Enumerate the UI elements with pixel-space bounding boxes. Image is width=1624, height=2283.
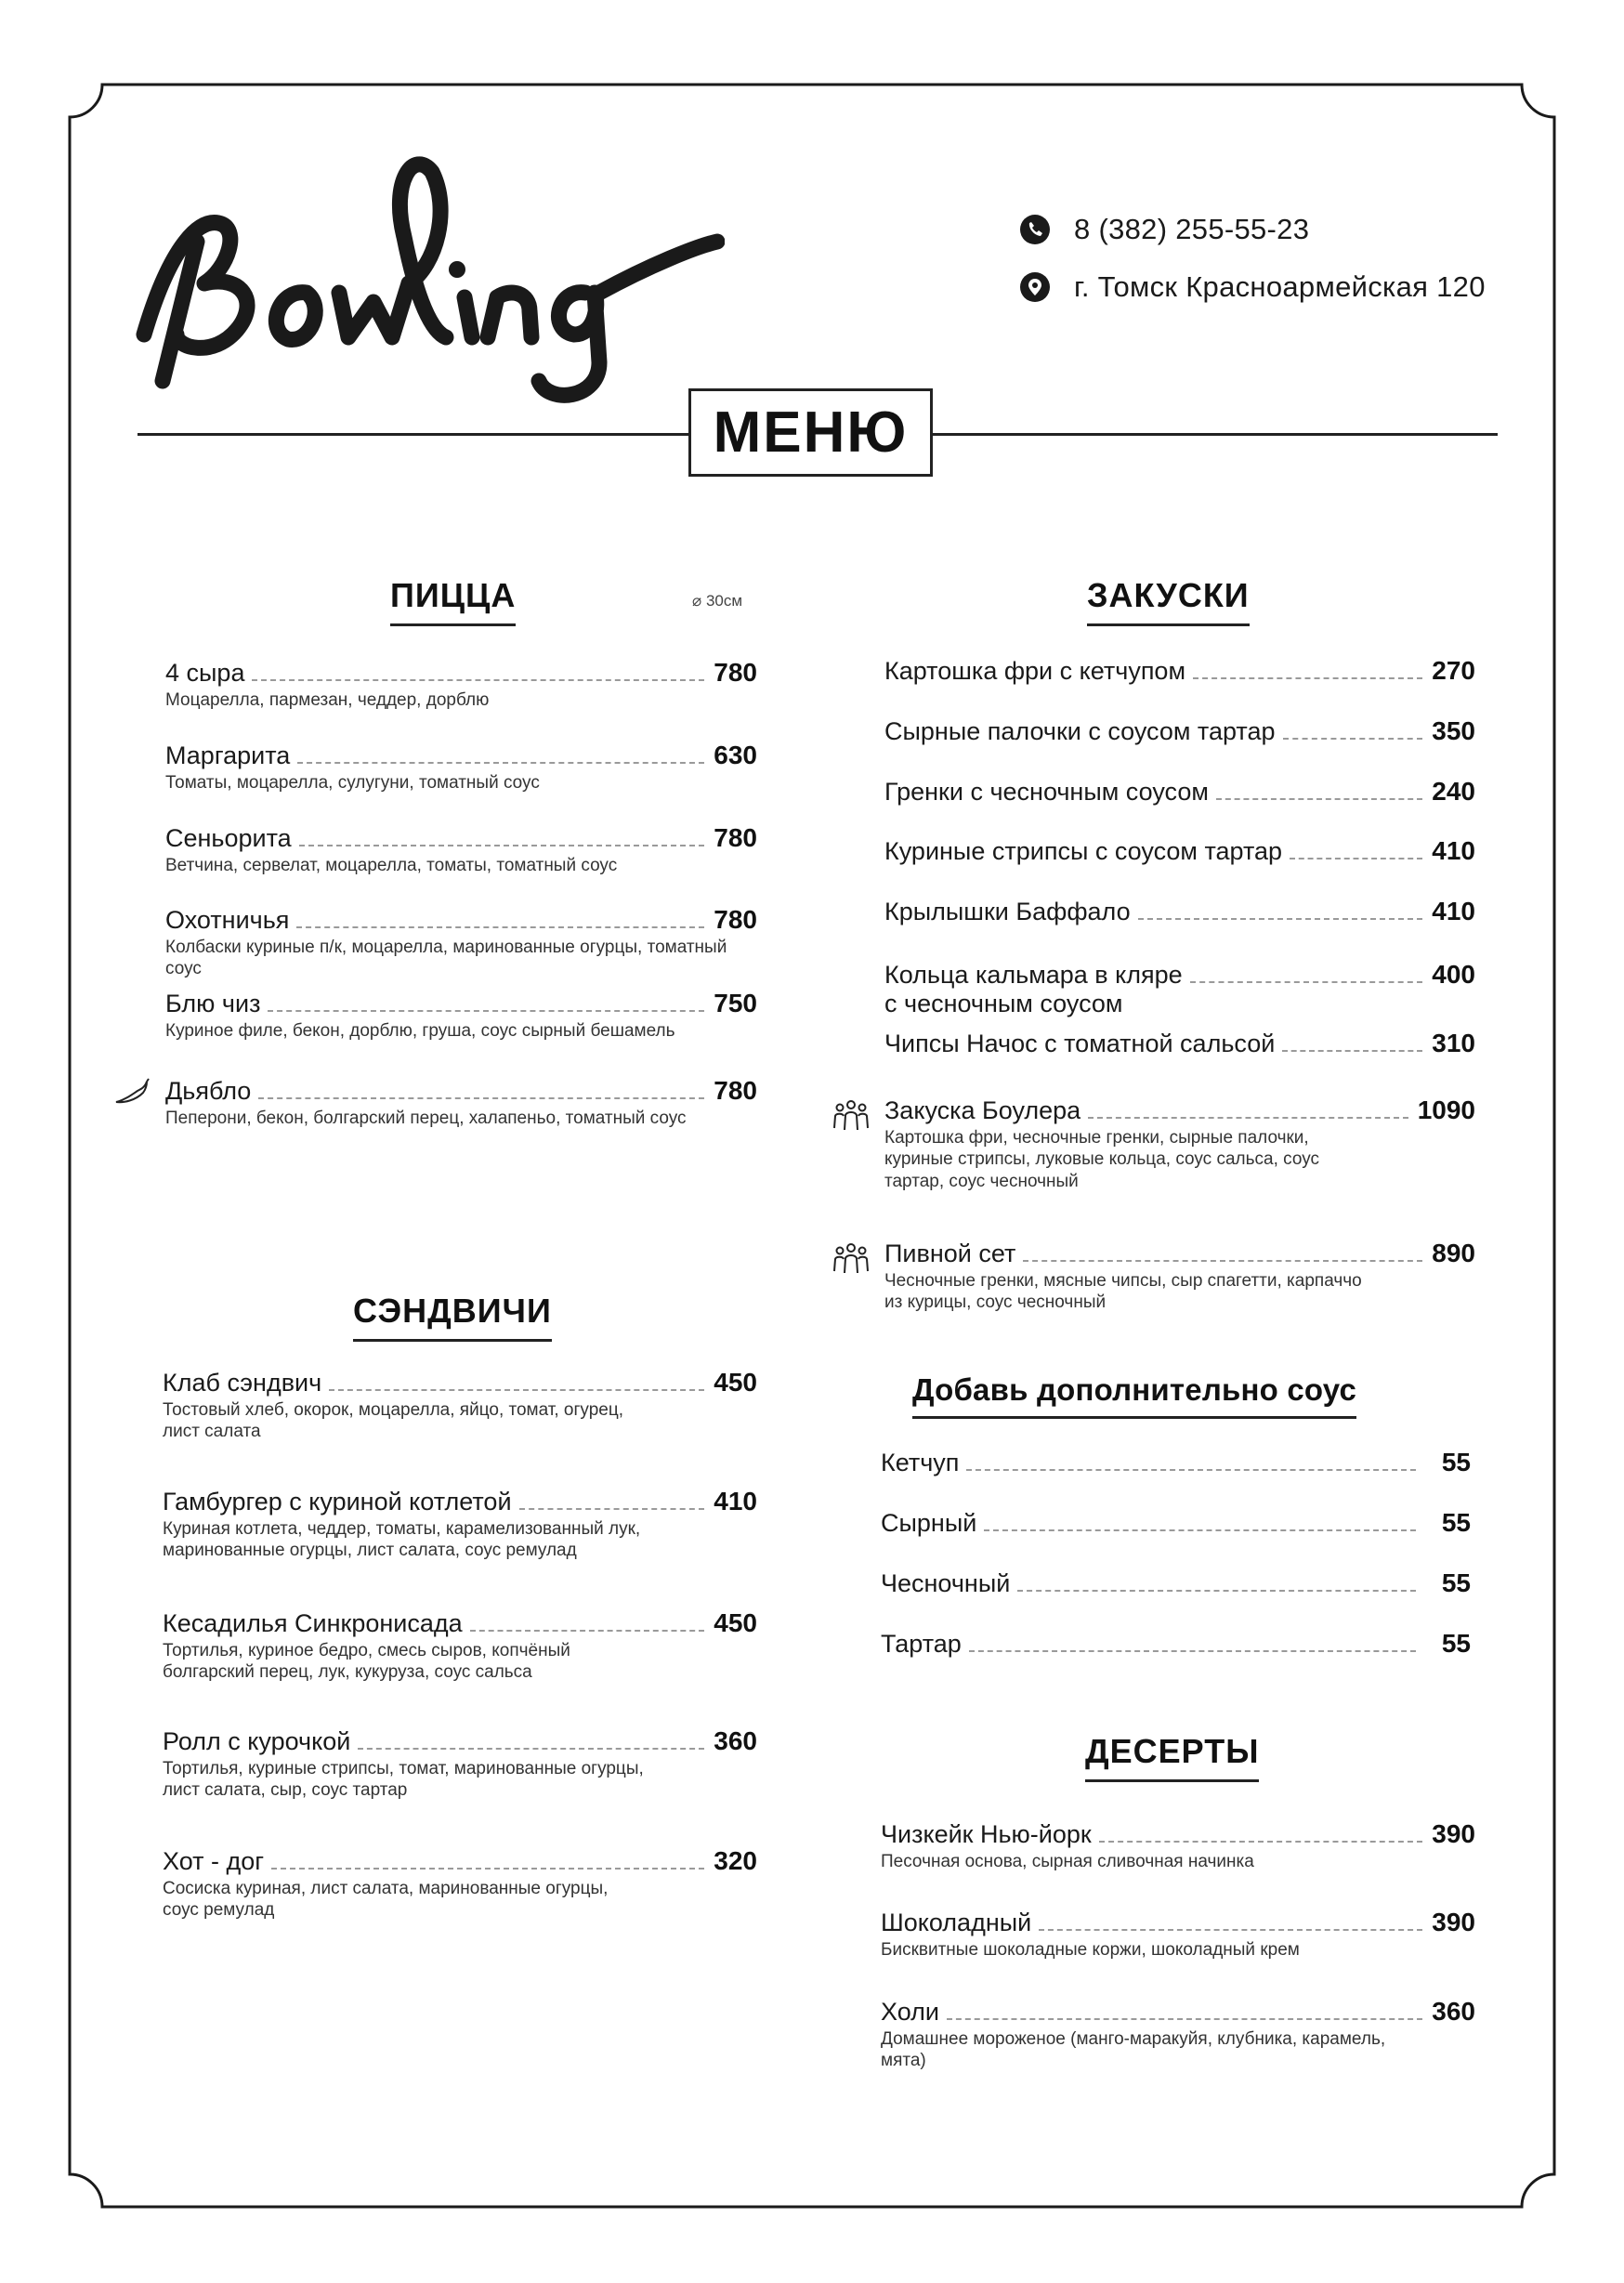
item-price: 390 bbox=[1432, 1819, 1475, 1848]
item-name: Кесадилья Синкронисада bbox=[163, 1609, 463, 1638]
snacks-section-title: ЗАКУСКИ bbox=[1087, 576, 1250, 626]
phone-row bbox=[1020, 214, 1486, 245]
item-name: 4 сыра bbox=[165, 659, 245, 688]
item-description: Картошка фри, чесночные гренки, сырные палочки, куриные стрипсы, луковые кольца, соус сальса, соус тартар, соус чесночный bbox=[884, 1128, 1319, 1191]
item-description: Томаты, моцарелла, сулугуни, томатный соус bbox=[165, 773, 540, 794]
item-name: Блю чиз bbox=[165, 990, 261, 1018]
dot-leader bbox=[947, 2018, 1422, 2020]
dot-leader bbox=[470, 1630, 705, 1632]
dot-leader bbox=[1088, 1117, 1408, 1119]
dot-leader bbox=[1190, 981, 1423, 983]
chili-pepper-icon bbox=[113, 1078, 151, 1106]
pizza-item-blue-cheese bbox=[165, 989, 757, 1042]
snack-item-calamari bbox=[884, 960, 1475, 1018]
item-name: Хот - дог bbox=[163, 1847, 265, 1876]
item-price: 1090 bbox=[1417, 1096, 1475, 1124]
dot-leader bbox=[519, 1508, 705, 1510]
item-price: 55 bbox=[1441, 1629, 1471, 1658]
item-name: Гренки с чесночным соусом bbox=[884, 778, 1209, 807]
item-price: 270 bbox=[1432, 656, 1475, 685]
item-price: 410 bbox=[1432, 897, 1475, 925]
sandwich-item-club bbox=[163, 1368, 757, 1443]
sauce-item-ketchup bbox=[881, 1448, 1471, 1477]
phone-number[interactable]: 8 (382) 255-55-23 bbox=[1074, 213, 1310, 245]
dessert-item-chocolate bbox=[881, 1908, 1475, 1961]
pizza-item-margarita bbox=[165, 741, 757, 794]
item-name: Сеньорита bbox=[165, 824, 292, 853]
address-row bbox=[1020, 271, 1486, 303]
dessert-item-holi bbox=[881, 1997, 1475, 2072]
pizza-item-diablo bbox=[165, 1076, 757, 1129]
item-price: 310 bbox=[1432, 1029, 1475, 1057]
item-price: 630 bbox=[714, 741, 757, 769]
item-price: 320 bbox=[714, 1846, 757, 1875]
snack-item-bowler-set bbox=[884, 1096, 1475, 1192]
dot-leader bbox=[966, 1469, 1415, 1471]
desserts-section-title: ДЕСЕРТЫ bbox=[1085, 1732, 1259, 1782]
item-price: 350 bbox=[1432, 716, 1475, 745]
item-description: Ветчина, сервелат, моцарелла, томаты, томатный соус bbox=[165, 856, 618, 876]
item-description: Тостовый хлеб, окорок, моцарелла, яйцо, томат, огурец, лист салата bbox=[163, 1400, 624, 1442]
snack-item-croutons bbox=[884, 777, 1475, 807]
item-name: Охотничья bbox=[165, 906, 290, 935]
dot-leader bbox=[297, 762, 704, 764]
dot-leader bbox=[1283, 738, 1423, 740]
snack-item-fries bbox=[884, 656, 1475, 686]
dot-leader bbox=[1023, 1260, 1422, 1262]
item-name: Ролл с курочкой bbox=[163, 1727, 351, 1756]
item-price: 400 bbox=[1432, 960, 1475, 989]
snack-item-buffalo-wings bbox=[884, 897, 1475, 926]
sandwich-item-hotdog bbox=[163, 1846, 757, 1922]
sauce-item-tartar bbox=[881, 1629, 1471, 1659]
item-name: Маргарита bbox=[165, 741, 291, 770]
item-description: Бисквитные шоколадные коржи, шоколадный крем bbox=[881, 1940, 1300, 1961]
pizza-diameter: ⌀ 30см bbox=[692, 592, 743, 610]
item-name: Крылышки Баффало bbox=[884, 898, 1131, 926]
dot-leader bbox=[1216, 798, 1422, 800]
dot-leader bbox=[1138, 918, 1423, 920]
bowling-logo bbox=[130, 153, 725, 404]
item-name: Пивной сет bbox=[884, 1240, 1016, 1268]
dessert-item-cheesecake bbox=[881, 1819, 1475, 1872]
item-description: Тортилья, куриные стрипсы, томат, маринованные огурцы, лист салата, сыр, соус тартар bbox=[163, 1759, 644, 1801]
item-price: 750 bbox=[714, 989, 757, 1017]
item-price: 410 bbox=[1432, 836, 1475, 865]
pizza-item-hunter bbox=[165, 905, 757, 980]
item-name: Дьябло bbox=[165, 1077, 252, 1106]
dot-leader bbox=[1039, 1929, 1422, 1931]
menu-rule-left bbox=[138, 433, 688, 436]
address: г. Томск Красноармейская 120 bbox=[1074, 270, 1486, 303]
sauces-section-title: Добавь дополнительно соус bbox=[912, 1372, 1356, 1419]
item-description: Куриное филе, бекон, дорблю, груша, соус сырный бешамель bbox=[165, 1021, 675, 1042]
item-name: Чизкейк Нью-йорк bbox=[881, 1820, 1092, 1849]
item-price: 450 bbox=[714, 1368, 757, 1397]
sandwich-item-roll bbox=[163, 1726, 757, 1802]
item-name: Клаб сэндвич bbox=[163, 1369, 322, 1397]
item-description: Пеперони, бекон, болгарский перец, халапеньо, томатный соус bbox=[165, 1109, 687, 1129]
item-price: 55 bbox=[1441, 1448, 1471, 1476]
dot-leader bbox=[299, 845, 705, 846]
item-name: Гамбургер с куриной котлетой bbox=[163, 1488, 512, 1516]
item-name: Холи bbox=[881, 1998, 939, 2027]
dot-leader bbox=[296, 926, 704, 928]
item-name: Картошка фри с кетчупом bbox=[884, 657, 1186, 686]
menu-rule-right bbox=[933, 433, 1498, 436]
item-name: Шоколадный bbox=[881, 1909, 1032, 1937]
item-description: Песочная основа, сырная сливочная начинка bbox=[881, 1852, 1254, 1872]
item-description: Моцарелла, пармезан, чеддер, дорблю bbox=[165, 690, 490, 711]
item-price: 780 bbox=[714, 658, 757, 687]
sandwiches-section-title: СЭНДВИЧИ bbox=[353, 1292, 552, 1342]
item-price: 780 bbox=[714, 823, 757, 852]
item-price: 55 bbox=[1441, 1508, 1471, 1537]
item-name: Тартар bbox=[881, 1630, 962, 1659]
item-name: Кетчуп bbox=[881, 1449, 960, 1477]
item-price: 410 bbox=[714, 1487, 757, 1515]
item-price: 390 bbox=[1432, 1908, 1475, 1936]
sauce-item-garlic bbox=[881, 1568, 1471, 1598]
item-description: Домашнее мороженое (манго-маракуйя, клубника, карамель, мята) bbox=[881, 2029, 1386, 2071]
dot-leader bbox=[1282, 1050, 1422, 1052]
item-price: 360 bbox=[1432, 1997, 1475, 2026]
item-description: Колбаски куриные п/к, моцарелла, маринованные огурцы, томатный соус bbox=[165, 938, 727, 979]
item-price: 240 bbox=[1432, 777, 1475, 806]
item-price: 55 bbox=[1441, 1568, 1471, 1597]
snack-item-cheese-sticks bbox=[884, 716, 1475, 746]
sandwich-item-burger bbox=[163, 1487, 757, 1562]
item-description: Тортилья, куриное бедро, смесь сыров, копчёный болгарский перец, лук, кукуруза, соус сальса bbox=[163, 1641, 570, 1683]
group-people-icon bbox=[832, 1096, 870, 1134]
item-name: Чесночный bbox=[881, 1569, 1011, 1598]
item-name: Закуска Боулера bbox=[884, 1096, 1081, 1125]
item-name: Сырный bbox=[881, 1509, 977, 1538]
dot-leader bbox=[329, 1389, 704, 1391]
pizza-section-title: ПИЦЦА bbox=[390, 576, 516, 626]
group-people-icon bbox=[832, 1240, 870, 1277]
dot-leader bbox=[252, 679, 704, 681]
location-pin-icon bbox=[1020, 272, 1050, 302]
item-name-line2: с чесночным соусом bbox=[884, 990, 1123, 1018]
phone-icon bbox=[1020, 215, 1050, 244]
item-price: 360 bbox=[714, 1726, 757, 1755]
snack-item-beer-set bbox=[884, 1239, 1475, 1314]
item-price: 450 bbox=[714, 1608, 757, 1637]
snack-item-chicken-strips bbox=[884, 836, 1475, 866]
menu-title: МЕНЮ bbox=[713, 400, 909, 465]
dot-leader bbox=[258, 1097, 704, 1099]
pizza-item-4-cheese bbox=[165, 658, 757, 711]
sauce-item-cheese bbox=[881, 1508, 1471, 1538]
item-description: Сосиска куриная, лист салата, маринованные огурцы, соус ремулад bbox=[163, 1879, 609, 1921]
snack-item-nachos bbox=[884, 1029, 1475, 1058]
item-name: Сырные палочки с соусом тартар bbox=[884, 717, 1276, 746]
dot-leader bbox=[1017, 1590, 1416, 1592]
dot-leader bbox=[1099, 1841, 1423, 1843]
item-name: Куриные стрипсы с соусом тартар bbox=[884, 837, 1283, 866]
dot-leader bbox=[984, 1529, 1416, 1531]
sandwich-item-quesadilla bbox=[163, 1608, 757, 1684]
item-price: 780 bbox=[714, 1076, 757, 1105]
item-description: Куриная котлета, чеддер, томаты, карамелизованный лук, маринованные огурцы, лист салата, соус ремулад bbox=[163, 1519, 641, 1561]
dot-leader bbox=[268, 1010, 704, 1012]
item-name: Кольца кальмара в кляре bbox=[884, 961, 1183, 990]
dot-leader bbox=[1290, 858, 1422, 859]
dot-leader bbox=[969, 1650, 1416, 1652]
item-name: Чипсы Начос с томатной сальсой bbox=[884, 1030, 1276, 1058]
dot-leader bbox=[271, 1868, 704, 1870]
menu-title-box bbox=[688, 388, 933, 477]
contacts bbox=[1020, 214, 1486, 329]
item-price: 780 bbox=[714, 905, 757, 934]
item-description: Чесночные гренки, мясные чипсы, сыр спагетти, карпаччо из курицы, соус чесночный bbox=[884, 1271, 1362, 1313]
item-price: 890 bbox=[1432, 1239, 1475, 1267]
pizza-item-senorita bbox=[165, 823, 757, 876]
dot-leader bbox=[1193, 677, 1422, 679]
dot-leader bbox=[358, 1748, 704, 1750]
